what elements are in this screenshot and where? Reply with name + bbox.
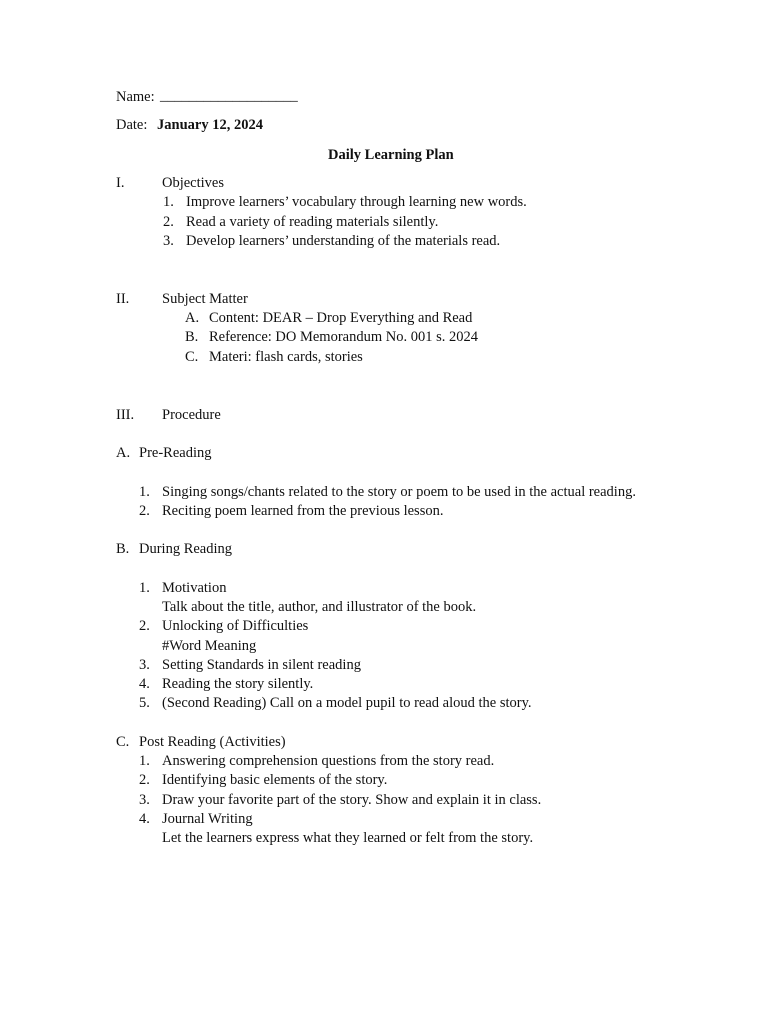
list-item-marker: 1. — [163, 194, 174, 210]
list-item-marker: 2. — [139, 772, 150, 788]
list-item: Read a variety of reading materials silently. — [186, 214, 439, 230]
list-item-marker: 3. — [163, 233, 174, 249]
list-item-marker: 2. — [139, 618, 150, 634]
name-label: Name: — [116, 89, 155, 105]
subsection-marker-pre-reading: A. — [116, 445, 131, 461]
date-label: Date: — [116, 117, 148, 133]
list-item-marker: 2. — [163, 214, 174, 230]
list-item-marker: 4. — [139, 811, 150, 827]
list-item: Identifying basic elements of the story. — [162, 772, 388, 788]
list-item-marker: 2. — [139, 503, 150, 519]
list-item: Setting Standards in silent reading — [162, 657, 361, 673]
list-item: Answering comprehension questions from the story read. — [162, 753, 495, 769]
list-item-marker: 1. — [139, 580, 150, 596]
section-heading-procedure: Procedure — [162, 407, 221, 423]
list-item: Develop learners’ understanding of the materials read. — [186, 233, 501, 249]
subsection-heading-pre-reading: Pre-Reading — [139, 445, 212, 461]
list-item-marker: 1. — [139, 753, 150, 769]
section-numeral-procedure: III. — [116, 407, 135, 423]
list-item-marker: 1. — [139, 484, 150, 500]
list-item-marker: C. — [185, 349, 199, 365]
page-title: Daily Learning Plan — [328, 147, 454, 163]
list-item: Materi: flash cards, stories — [209, 349, 363, 365]
list-item: Reference: DO Memorandum No. 001 s. 2024 — [209, 329, 478, 345]
section-heading-subject-matter: Subject Matter — [162, 291, 248, 307]
subsection-marker-post-reading: C. — [116, 734, 130, 750]
list-item: Improve learners’ vocabulary through learning new words. — [186, 194, 527, 210]
list-item: Reading the story silently. — [162, 676, 314, 692]
list-item: Content: DEAR – Drop Everything and Read — [209, 310, 473, 326]
section-numeral-objectives: I. — [116, 175, 125, 191]
section-numeral-subject-matter: II. — [116, 291, 130, 307]
list-item: (Second Reading) Call on a model pupil to read aloud the story. — [162, 695, 532, 711]
list-item-marker: B. — [185, 329, 199, 345]
list-item-marker: A. — [185, 310, 200, 326]
list-item: Motivation — [162, 580, 227, 596]
subsection-heading-post-reading: Post Reading (Activities) — [139, 734, 286, 750]
date-value: January 12, 2024 — [157, 117, 263, 133]
list-item-marker: 3. — [139, 657, 150, 673]
list-item: Unlocking of Difficulties — [162, 618, 309, 634]
list-item-subtext: Let the learners express what they learned or felt from the story. — [162, 830, 534, 846]
list-item: Reciting poem learned from the previous lesson. — [162, 503, 444, 519]
list-item-marker: 4. — [139, 676, 150, 692]
section-heading-objectives: Objectives — [162, 175, 225, 191]
list-item: Draw your favorite part of the story. Show and explain it in class. — [162, 792, 542, 808]
list-item: Journal Writing — [162, 811, 253, 827]
list-item-subtext: Talk about the title, author, and illustrator of the book. — [162, 599, 477, 615]
subsection-marker-during-reading: B. — [116, 541, 130, 557]
list-item-marker: 3. — [139, 792, 150, 808]
list-item-marker: 5. — [139, 695, 150, 711]
list-item-subtext: #Word Meaning — [162, 638, 257, 654]
name-blank-line: ___________________ — [160, 88, 298, 104]
subsection-heading-during-reading: During Reading — [139, 541, 233, 557]
list-item: Singing songs/chants related to the story or poem to be used in the actual reading. — [162, 484, 636, 500]
